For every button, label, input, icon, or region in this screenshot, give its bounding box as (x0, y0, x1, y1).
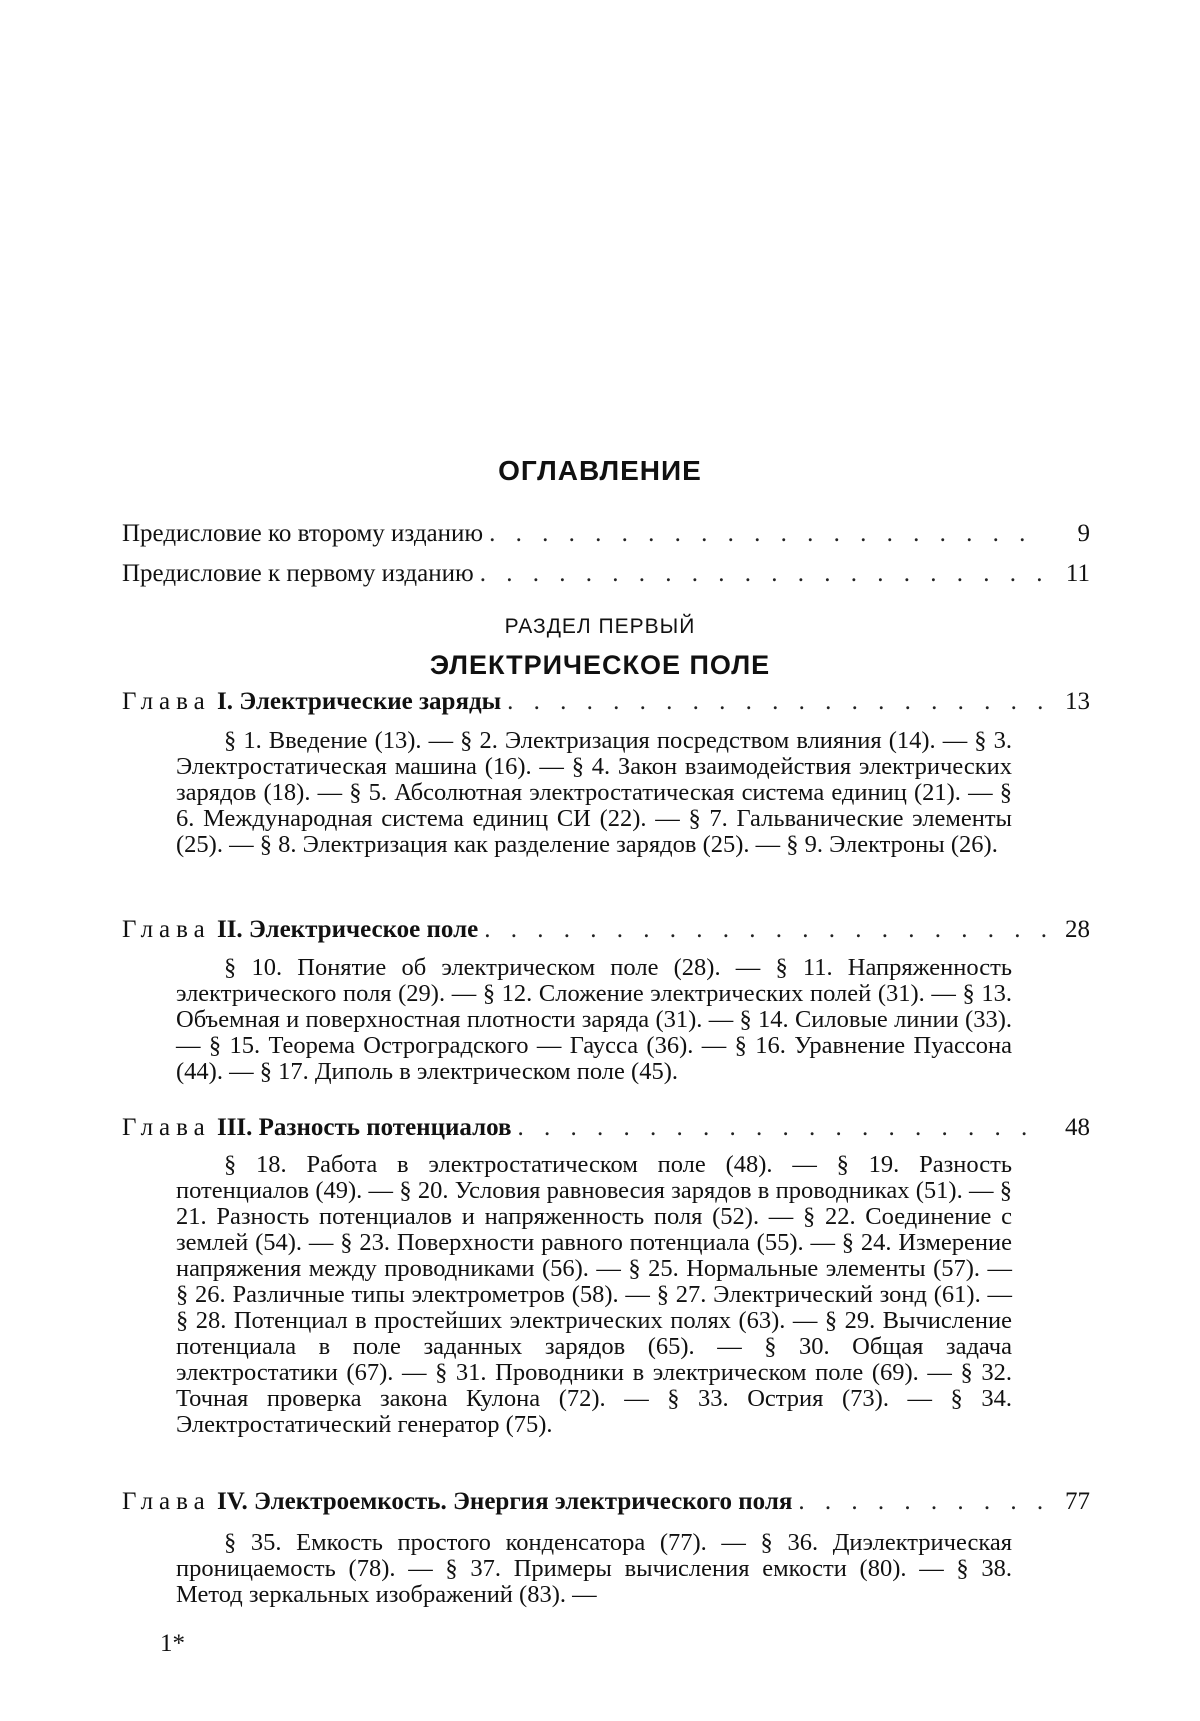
chapter-3-contents: § 18. Работа в электростатическом поле (48). — § 19. Разность потенциалов (49). — § 20. Условия равновесия зарядов в проводниках (51). — § 21. Разность потенциалов и напряженность поля (52). — § 22. Соединение с землей (54). — § 23. Поверхности равного потенциала (55). — § 24. Измерение напряжения между проводниками (56). — § 25. Нормальные элементы (57). — § 26. Различные типы электрометров (58). — § 27. Электрический зонд (61). — § 28. Потенциал в простейших электрических полях (63). — § 29. Вычисление потенциала в поле заданных зарядов (65). — § 30. Общая задача электростатики (67). — § 31. Проводники в электрическом поле (69). — § 32. Точная проверка закона Кулона (72). — § 33. Острия (73). — § 34. Электростатический генератор (75). (176, 1151, 1012, 1438)
chapter-heading (122, 688, 501, 716)
chapter-title: II. Электрическое поле (216, 916, 479, 943)
chapter-title: IV. Электроемкость. Энергия электрического поля (216, 1488, 793, 1515)
dot-leader (518, 1114, 1046, 1142)
toc-entry-label: Предисловие к первому изданию (122, 560, 474, 587)
toc-chapter-1[interactable] (122, 688, 1090, 716)
chapter-heading (122, 1114, 512, 1142)
dot-leader (484, 916, 1046, 944)
chapter-1-contents: § 1. Введение (13). — § 2. Электризация посредством влияния (14). — § 3. Электростатическая машина (16). — § 4. Закон взаимодействия электрических зарядов (18). — § 5. Абсолютная электростатическая система единиц (21). — § 6. Международная система единиц СИ (22). — § 7. Гальванические элементы (25). — § 8. Электризация как разделение зарядов (25). — § 9. Электроны (26). (176, 727, 1012, 858)
chapter-word: Глава (122, 1488, 211, 1515)
dot-leader (489, 520, 1046, 548)
chapter-heading (122, 916, 478, 944)
chapter-page: 77 (1065, 1488, 1090, 1515)
chapter-word: Глава (122, 688, 211, 715)
page-title: ОГЛАВЛЕНИЕ (498, 455, 702, 486)
section-title: ЭЛЕКТРИЧЕСКОЕ ПОЛЕ (429, 650, 771, 680)
toc-entry-page: 9 (1077, 520, 1090, 547)
chapter-word: Глава (122, 916, 211, 943)
chapter-page: 13 (1065, 688, 1090, 715)
dot-leader (480, 560, 1046, 588)
signature-mark: 1* (160, 1630, 185, 1657)
chapter-title: I. Электрические заряды (216, 688, 502, 715)
chapter-heading (122, 1488, 792, 1516)
dot-leader (798, 1488, 1046, 1516)
toc-chapter-2[interactable] (122, 916, 1090, 944)
chapter-4-contents: § 35. Емкость простого конденсатора (77). — § 36. Диэлектрическая проницаемость (78). — § 37. Примеры вычисления емкости (80). — § 38. Метод зеркальных изображений (83). — (176, 1529, 1012, 1608)
toc-entry-label: Предисловие ко второму изданию (122, 520, 484, 547)
chapter-2-contents: § 10. Понятие об электрическом поле (28). — § 11. Напряженность электрического поля (29). — § 12. Сложение электрических полей (31). — § 13. Объемная и поверхностная плотности заряда (31). — § 14. Силовые линии (33). — § 15. Теорема Остроградского — Гаусса (36). — § 16. Уравнение Пуассона (44). — § 17. Диполь в электрическом поле (45). (176, 954, 1012, 1085)
chapter-page: 48 (1065, 1114, 1090, 1141)
toc-chapter-3[interactable] (122, 1114, 1090, 1142)
chapter-title: III. Разность потенциалов (216, 1114, 512, 1141)
toc-entry-preface-first[interactable] (122, 560, 1090, 588)
chapter-word: Глава (122, 1114, 211, 1141)
chapter-page: 28 (1065, 916, 1090, 943)
toc-entry-preface-second[interactable] (122, 520, 1090, 548)
section-kicker: РАЗДЕЛ ПЕРВЫЙ (504, 615, 696, 638)
toc-entry-page: 11 (1065, 560, 1090, 587)
toc-chapter-4[interactable] (122, 1488, 1090, 1516)
dot-leader (507, 688, 1046, 716)
